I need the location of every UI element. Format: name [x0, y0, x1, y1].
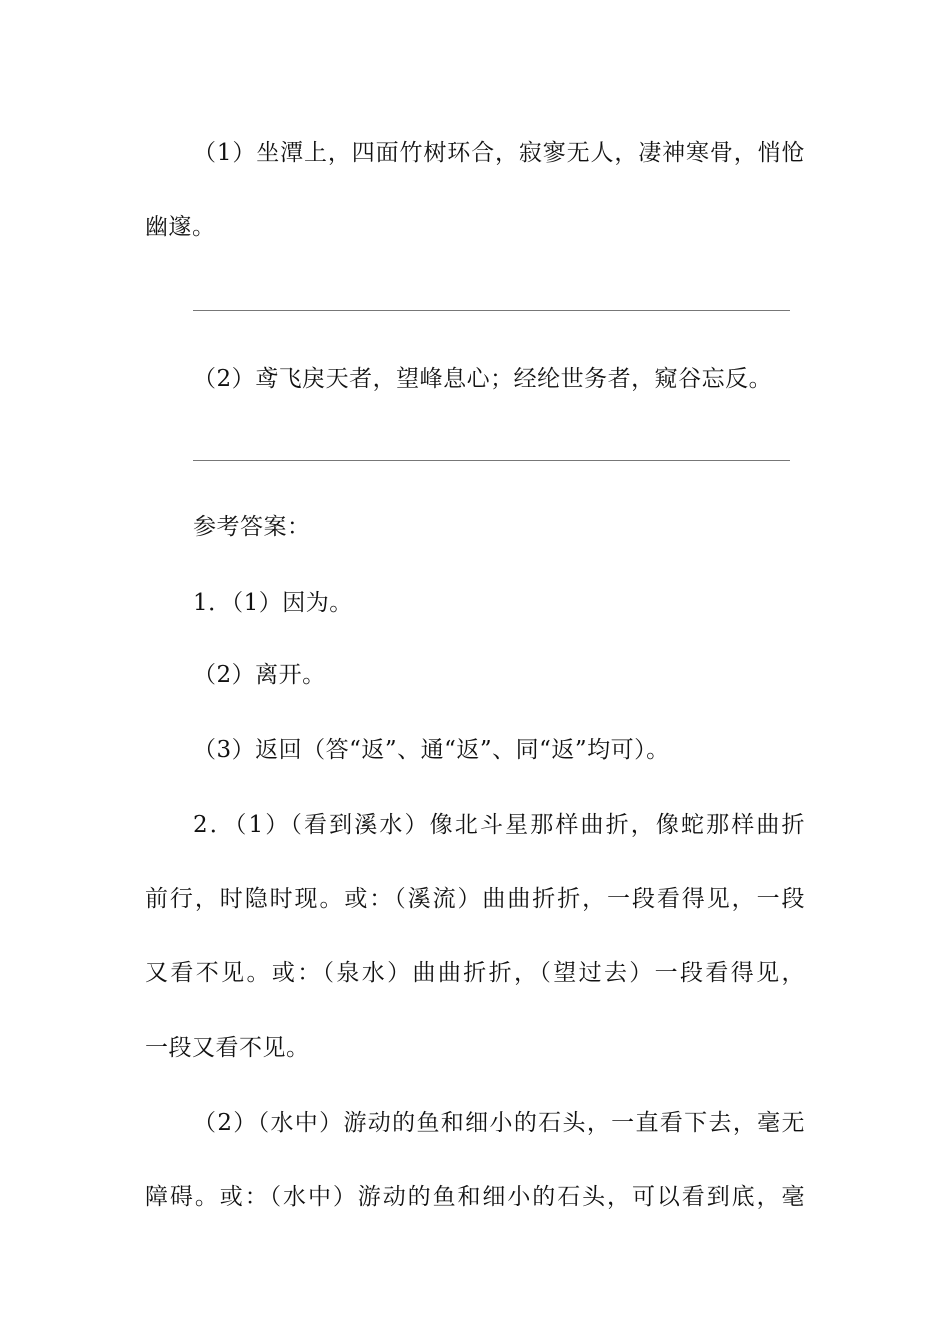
answer-2-1-line-4: 一段又看不见。: [145, 1035, 310, 1061]
answer-2-1-line-2: 前行，时隐时现。或：（溪流）曲曲折折，一段看得见，一段: [145, 886, 805, 912]
answer-1-2: （2）离开。: [193, 662, 326, 688]
answer-2-1-line-1: 2．（1）（看到溪水）像北斗星那样曲折，像蛇那样曲折: [193, 812, 805, 838]
answer-heading: 参考答案：: [193, 514, 311, 540]
answer-2-2-line-2: 障碍。或：（水中）游动的鱼和细小的石头，可以看到底，毫: [145, 1184, 805, 1210]
answer-blank-line-1[interactable]: [193, 310, 790, 311]
answer-2-2-line-1: （2）（水中）游动的鱼和细小的石头，一直看下去，毫无: [193, 1110, 805, 1136]
answer-blank-line-2[interactable]: [193, 460, 790, 461]
answer-2-1-line-3: 又看不见。或：（泉水）曲曲折折，（望过去）一段看得见，: [145, 960, 805, 986]
answer-1-1: 1．（1）因为。: [193, 590, 353, 616]
question-1-line-1: （1）坐潭上，四面竹树环合，寂寥无人，凄神寒骨，悄怆: [193, 140, 805, 166]
question-2: （2）鸢飞戾天者，望峰息心；经纶世务者，窥谷忘反。: [193, 366, 773, 392]
answer-1-3: （3）返回（答“返”、通“返”、同“返”均可）。: [193, 737, 670, 763]
question-1-line-2: 幽邃。: [145, 214, 216, 240]
